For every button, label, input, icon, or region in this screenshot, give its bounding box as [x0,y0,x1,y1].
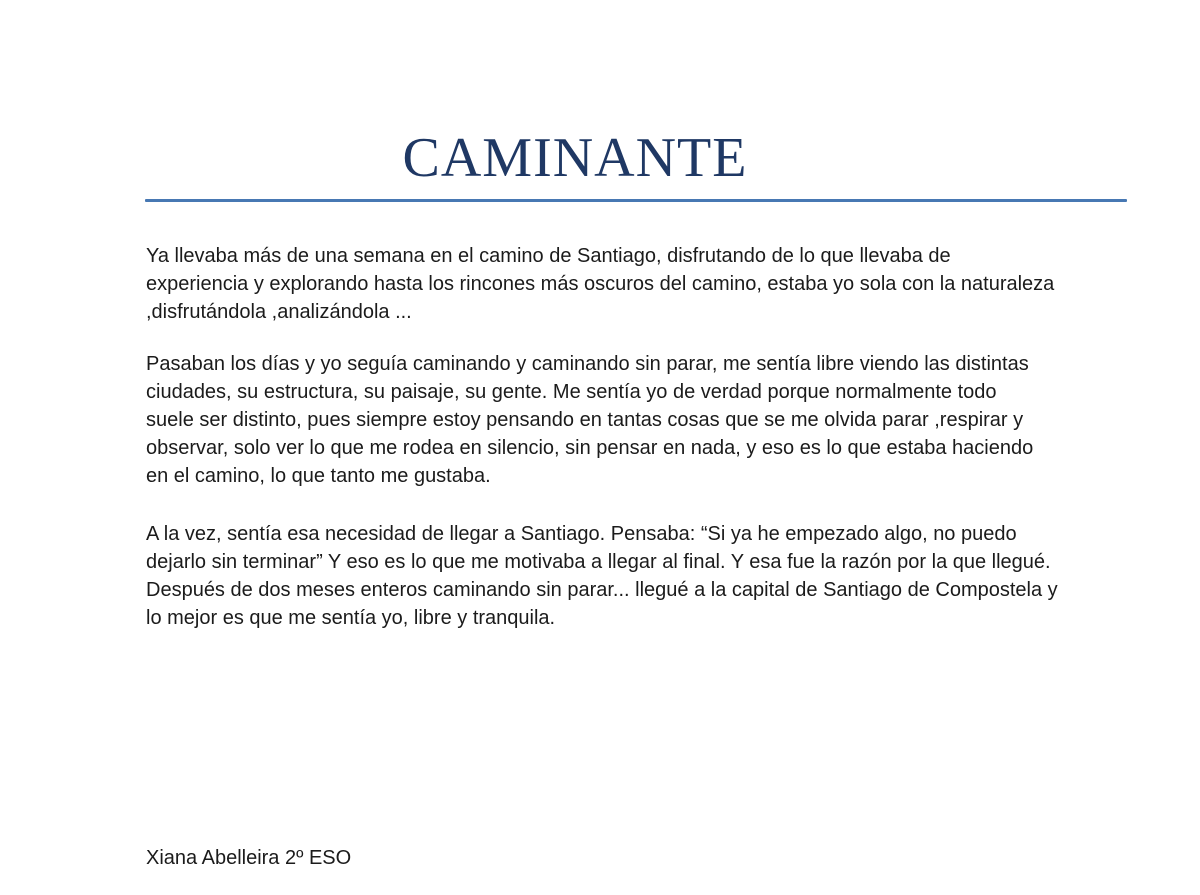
text-line: lo mejor es que me sentía yo, libre y tranquila. [146,607,556,629]
paragraph-1 [146,242,1156,326]
text-line: en el camino, lo que tanto me gustaba. [146,465,491,487]
page-title: CAMINANTE [402,127,748,189]
text-line: ciudades, su estructura, su paisaje, su gente. Me sentía yo de verdad porque normalmente todo [146,381,997,403]
text-line: Pasaban los días y yo seguía caminando y caminando sin parar, me sentía libre viendo las distintas [146,353,1029,375]
paragraph-2 [146,350,1156,490]
text-line: dejarlo sin terminar” Y eso es lo que me motivaba a llegar al final. Y esa fue la razón por la que llegué. [146,551,1051,573]
text-line: observar, solo ver lo que me rodea en silencio, sin pensar en nada, y eso es lo que estaba haciendo [146,437,1034,459]
text-line: Después de dos meses enteros caminando sin parar... llegué a la capital de Santiago de Compostela y [146,579,1058,601]
title-underline-rule [145,199,1127,202]
paragraph-3 [146,520,1156,632]
title-block [0,126,1150,190]
text-line: Ya llevaba más de una semana en el camino de Santiago, disfrutando de lo que llevaba de [146,245,951,267]
text-line: experiencia y explorando hasta los rincones más oscuros del camino, estaba yo sola con la naturaleza [146,273,1055,295]
author-footer: Xiana Abelleira 2º ESO [146,847,352,869]
text-line: ,disfrutándola ,analizándola ... [146,301,412,323]
text-line: suele ser distinto, pues siempre estoy pensando en tantas cosas que se me olvida parar ,respirar y [146,409,1024,431]
text-line: A la vez, sentía esa necesidad de llegar a Santiago. Pensaba: “Si ya he empezado algo, no puedo [146,523,1017,545]
